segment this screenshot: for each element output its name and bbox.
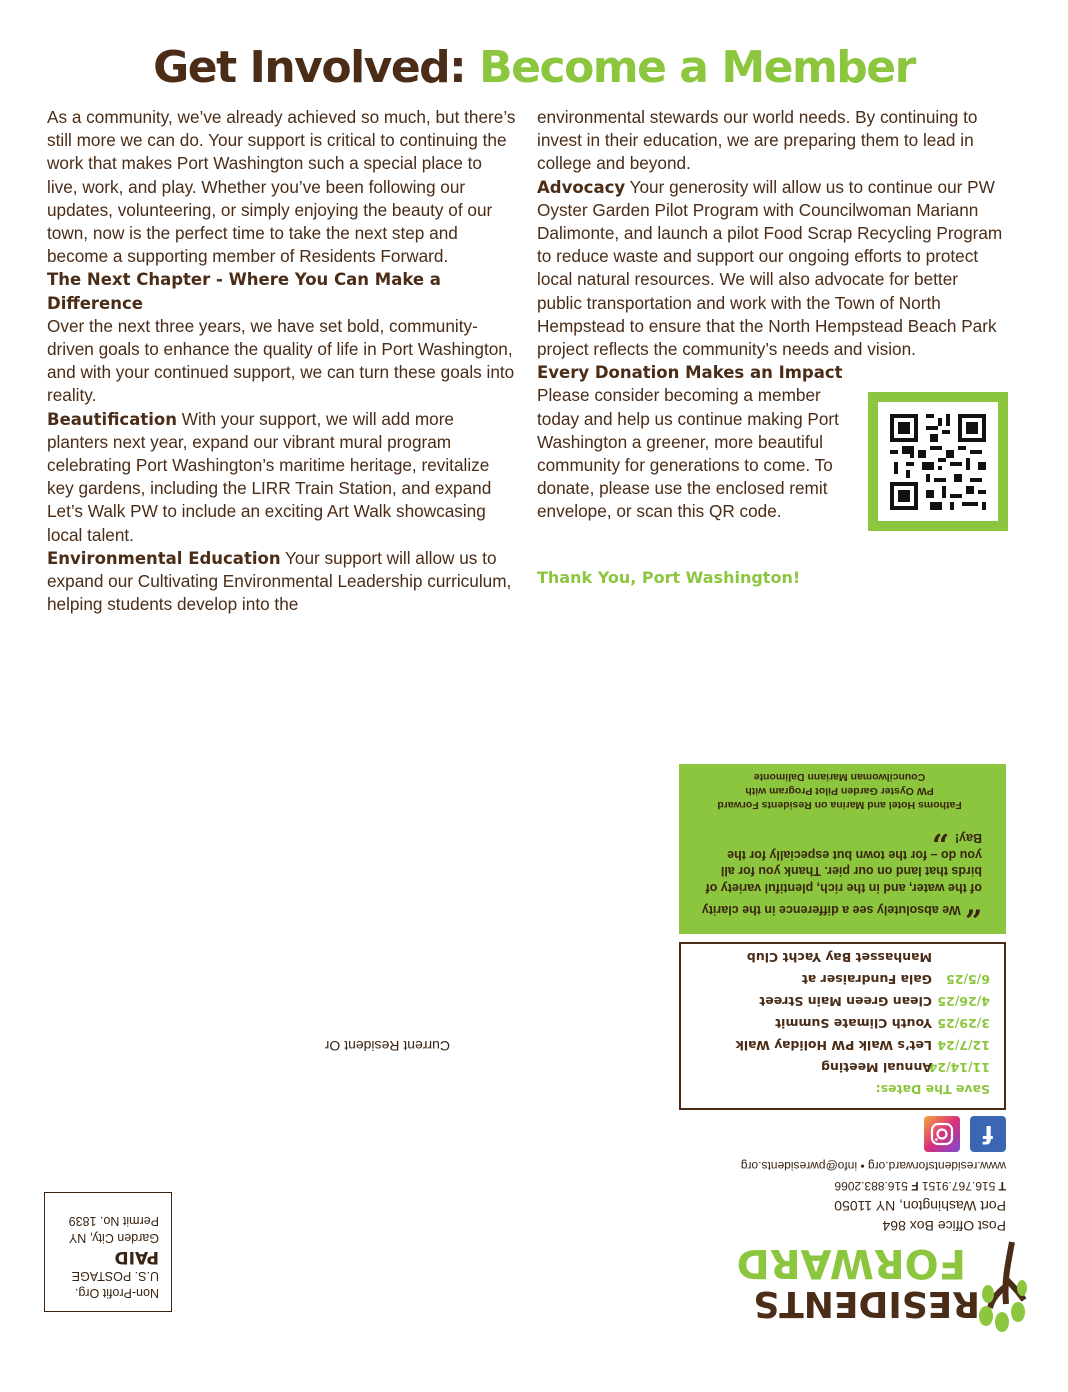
instagram-icon[interactable]: [924, 1116, 960, 1152]
title-part1: Get Involved:: [153, 42, 466, 93]
qr-code-icon: [886, 410, 990, 514]
quote-open-icon: “: [964, 888, 982, 923]
donation-heading: Every Donation Makes an Impact: [537, 363, 843, 383]
quote-attribution-line1: Fathoms Hotel and Marina on Residents Forward: [717, 799, 962, 812]
education-continued: environmental stewards our world needs. By continuing to invest in their education, we are preparing them to lead in college and beyond.: [537, 107, 978, 174]
next-chapter-text: Over the next three years, we have set bold, community-driven goals to enhance the quality of life in Port Washington, and with your continued support, we can turn these goals into reality.: [47, 315, 515, 406]
save-the-dates: [679, 942, 1006, 1110]
donation-text: Please consider becoming a member today and help us continue making Port Washington a greener, more beautiful community for generations to come. To donate, please use the enclosed remit envelope, or scan this QR code.: [537, 385, 839, 522]
testimonial-quote: [679, 764, 1006, 934]
event-row: [695, 990, 990, 1012]
event-row: [695, 946, 990, 968]
beautification-paragraph: [47, 408, 517, 547]
fax-label: F: [911, 1179, 919, 1193]
quote-text: We absolutely see a difference in the clarity of the water, and in the rich, plentiful variety of birds that land on our pier. Thank you for all you do – for the town but especially for the Bay!: [701, 831, 982, 917]
event-name: Gala Fundraiser at: [801, 972, 932, 987]
facebook-icon[interactable]: f: [970, 1116, 1006, 1152]
postage-line5: Permit No. 1839: [68, 1214, 159, 1229]
event-name: Clean Green Main Street: [759, 994, 932, 1009]
postage-line4: Garden City, NY: [68, 1231, 159, 1245]
fax-number: 516.883.2066: [834, 1179, 908, 1193]
next-chapter-heading: The Next Chapter - Where You Can Make a Difference: [47, 270, 441, 313]
phone-number: 516.767.9151: [921, 1179, 996, 1193]
tree-icon: [979, 1242, 1027, 1332]
beautification-label: Beautification: [47, 409, 177, 429]
city-line: Port Washington, NY 11050: [834, 1198, 1006, 1214]
event-row: [695, 1056, 990, 1078]
page-title: [0, 42, 1068, 94]
save-dates-heading: Save The Dates:: [875, 1082, 990, 1097]
event-row: [695, 1012, 990, 1034]
residents-forward-logo: [736, 1238, 1026, 1334]
title-part2: Become a Member: [479, 42, 915, 93]
quote-attribution-line3: Councilwoman Mariann Dalimonte: [753, 771, 926, 784]
education-label: Environmental Education: [47, 548, 281, 568]
event-name: Annual Meeting: [821, 1060, 932, 1075]
thank-you-text: Thank You, Port Washington!: [537, 568, 801, 587]
event-date: 6/5/25: [946, 972, 990, 987]
addressee-line: Current Resident Or: [324, 1038, 450, 1054]
event-date: 11/14/24: [928, 1060, 990, 1075]
social-links: [920, 1116, 1006, 1152]
quote-attribution: [697, 771, 982, 813]
advocacy-label: Advocacy: [537, 177, 626, 197]
left-column: [47, 106, 517, 616]
phone-line: [686, 1176, 1006, 1196]
beautification-text: With your support, we will add more planters next year, expand our vibrant mural program celebrating Port Washington’s maritime heritage, revitalize key gardens, including the LIRR Train Station, and expand Let’s Walk PW to include an exciting Art Walk showcasing local talent.: [47, 408, 492, 545]
event-row: [695, 968, 990, 990]
quote-attribution-line2: PW Oyster Garden Pilot Program with: [745, 785, 934, 798]
contact-info: [686, 1156, 1006, 1236]
postage-line1: Non-Profit Org.: [74, 1286, 159, 1300]
event-name: Manhasset Bay Yacht Club: [746, 950, 932, 965]
event-date: 3/29/25: [937, 1016, 990, 1031]
advocacy-text: Your generosity will allow us to continue our PW Oyster Garden Pilot Program with Councilwoman Mariann Dalimonte, and launch a pilot Food Scrap Recycling Program to reduce waste and support our ongoing efforts to protect local natural resources. We will also advocate for better public transportation and work with the Town of North Hempstead to ensure that the North Hempstead Beach Park project reflects the community’s needs and vision.: [537, 176, 1003, 360]
postage-line2: U.S. POSTAGE: [71, 1269, 159, 1284]
event-name: Youth Climate Summit: [775, 1016, 932, 1031]
postage-paid: PAID: [114, 1247, 159, 1267]
web-line[interactable]: www.residentsforward.org • info@pwresidents.org: [740, 1159, 1006, 1173]
event-row: [695, 1034, 990, 1056]
intro-paragraph: As a community, we’ve already achieved so much, but there’s still more we can do. Your support is critical to continuing the work that makes Port Washington such a special place to live, work, and play. Whether you’ve been following our updates, volunteering, or simply enjoying the beauty of our town, now is the perfect time to take the next step and become a supporting member of Residents Forward.: [47, 107, 516, 267]
po-box: Post Office Box 864: [882, 1218, 1006, 1234]
education-text: Your support will allow us to expand our Cultivating Environmental Leadership curriculum, helping students develop into the: [47, 547, 512, 615]
qr-code[interactable]: [868, 392, 1008, 531]
phone-label: T: [998, 1179, 1006, 1193]
event-date: [932, 946, 990, 968]
advocacy-paragraph: [537, 176, 1007, 362]
logo-line1: RESIDENTS: [753, 1283, 980, 1324]
event-date: 4/26/25: [937, 994, 990, 1009]
postage-indicia: [44, 1192, 172, 1312]
quote-body: [697, 812, 982, 923]
event-date: 12/7/24: [937, 1038, 990, 1053]
quote-close-icon: ”: [931, 812, 949, 848]
event-name: Let’s Walk PW Holiday Walk: [735, 1038, 932, 1053]
education-paragraph: [47, 547, 517, 617]
logo-line2: FORWARD: [736, 1240, 966, 1286]
